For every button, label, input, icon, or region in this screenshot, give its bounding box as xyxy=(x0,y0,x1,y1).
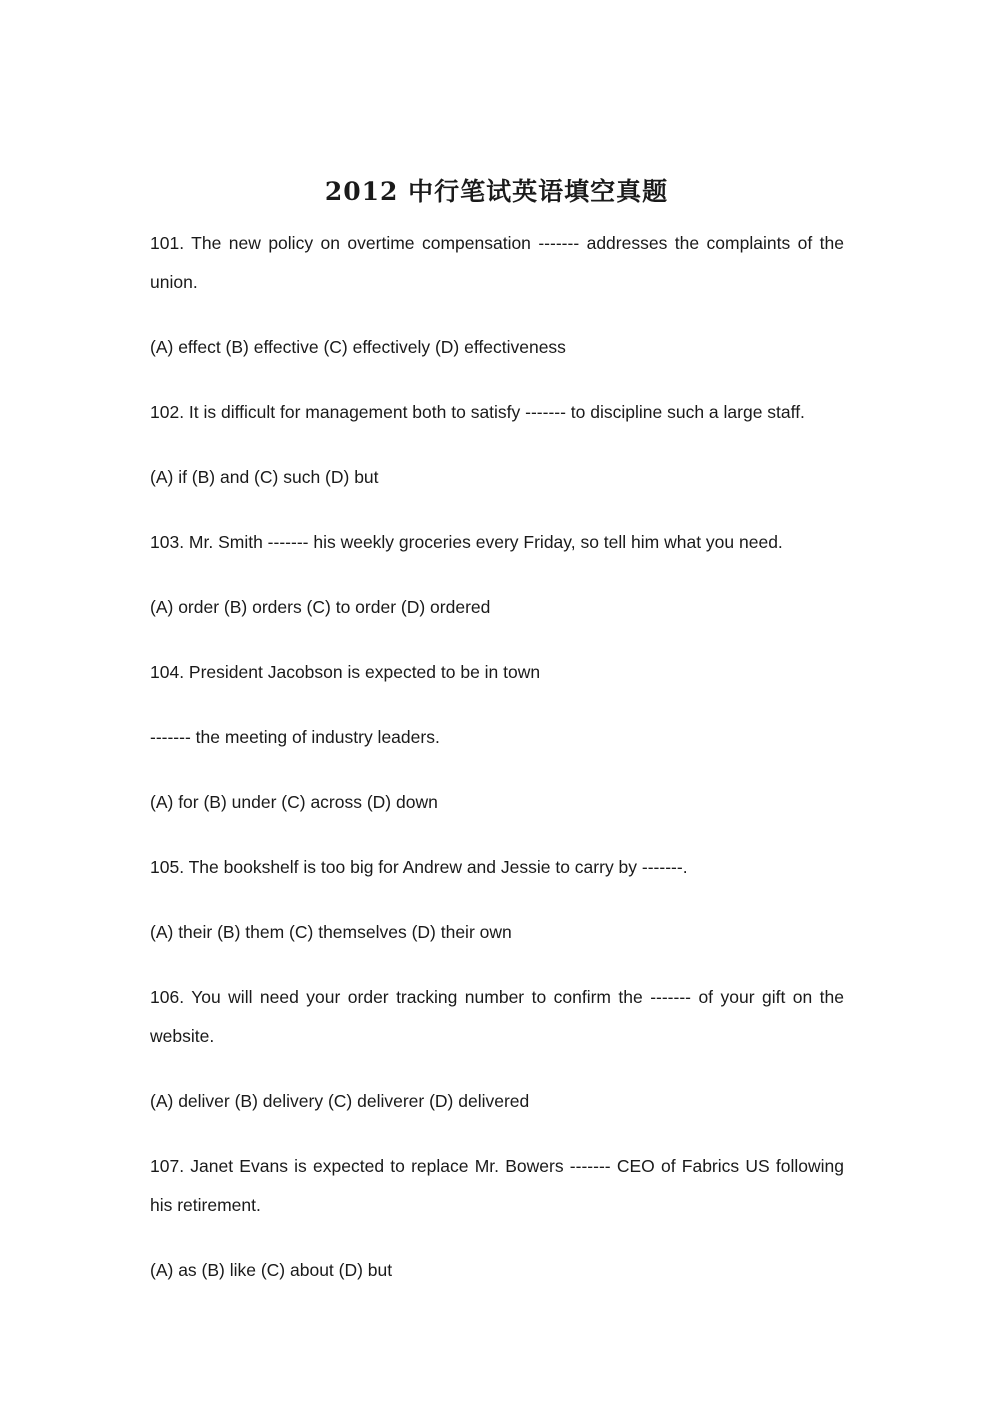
options-106: (A) deliver (B) delivery (C) deliverer (D) delivered xyxy=(150,1091,530,1111)
options-105: (A) their (B) them (C) themselves (D) their own xyxy=(150,922,512,942)
document-body xyxy=(150,224,844,1316)
options-107: (A) as (B) like (C) about (D) but xyxy=(150,1260,393,1280)
question-102: 102. It is difficult for management both to satisfy ------- to discipline such a large staff. xyxy=(150,402,805,422)
options-101: (A) effect (B) effective (C) effectively (D) effectiveness xyxy=(150,337,566,357)
question-107: 107. Janet Evans is expected to replace Mr. Bowers ------- CEO of Fabrics US following his retirement. xyxy=(150,1156,844,1215)
page-title: 2012 中行笔试英语填空真题 xyxy=(324,177,669,206)
question-104-line-1: 104. President Jacobson is expected to be in town xyxy=(150,662,541,682)
question-106: 106. You will need your order tracking number to confirm the ------- of your gift on the website. xyxy=(150,987,844,1046)
options-102: (A) if (B) and (C) such (D) but xyxy=(150,467,379,487)
question-104-line-2: ------- the meeting of industry leaders. xyxy=(150,727,440,747)
question-101: 101. The new policy on overtime compensation ------- addresses the complaints of the union. xyxy=(150,233,844,292)
options-103: (A) order (B) orders (C) to order (D) ordered xyxy=(150,597,491,617)
question-103: 103. Mr. Smith ------- his weekly groceries every Friday, so tell him what you need. xyxy=(150,532,783,552)
question-105: 105. The bookshelf is too big for Andrew and Jessie to carry by -------. xyxy=(150,857,688,877)
options-104: (A) for (B) under (C) across (D) down xyxy=(150,792,438,812)
